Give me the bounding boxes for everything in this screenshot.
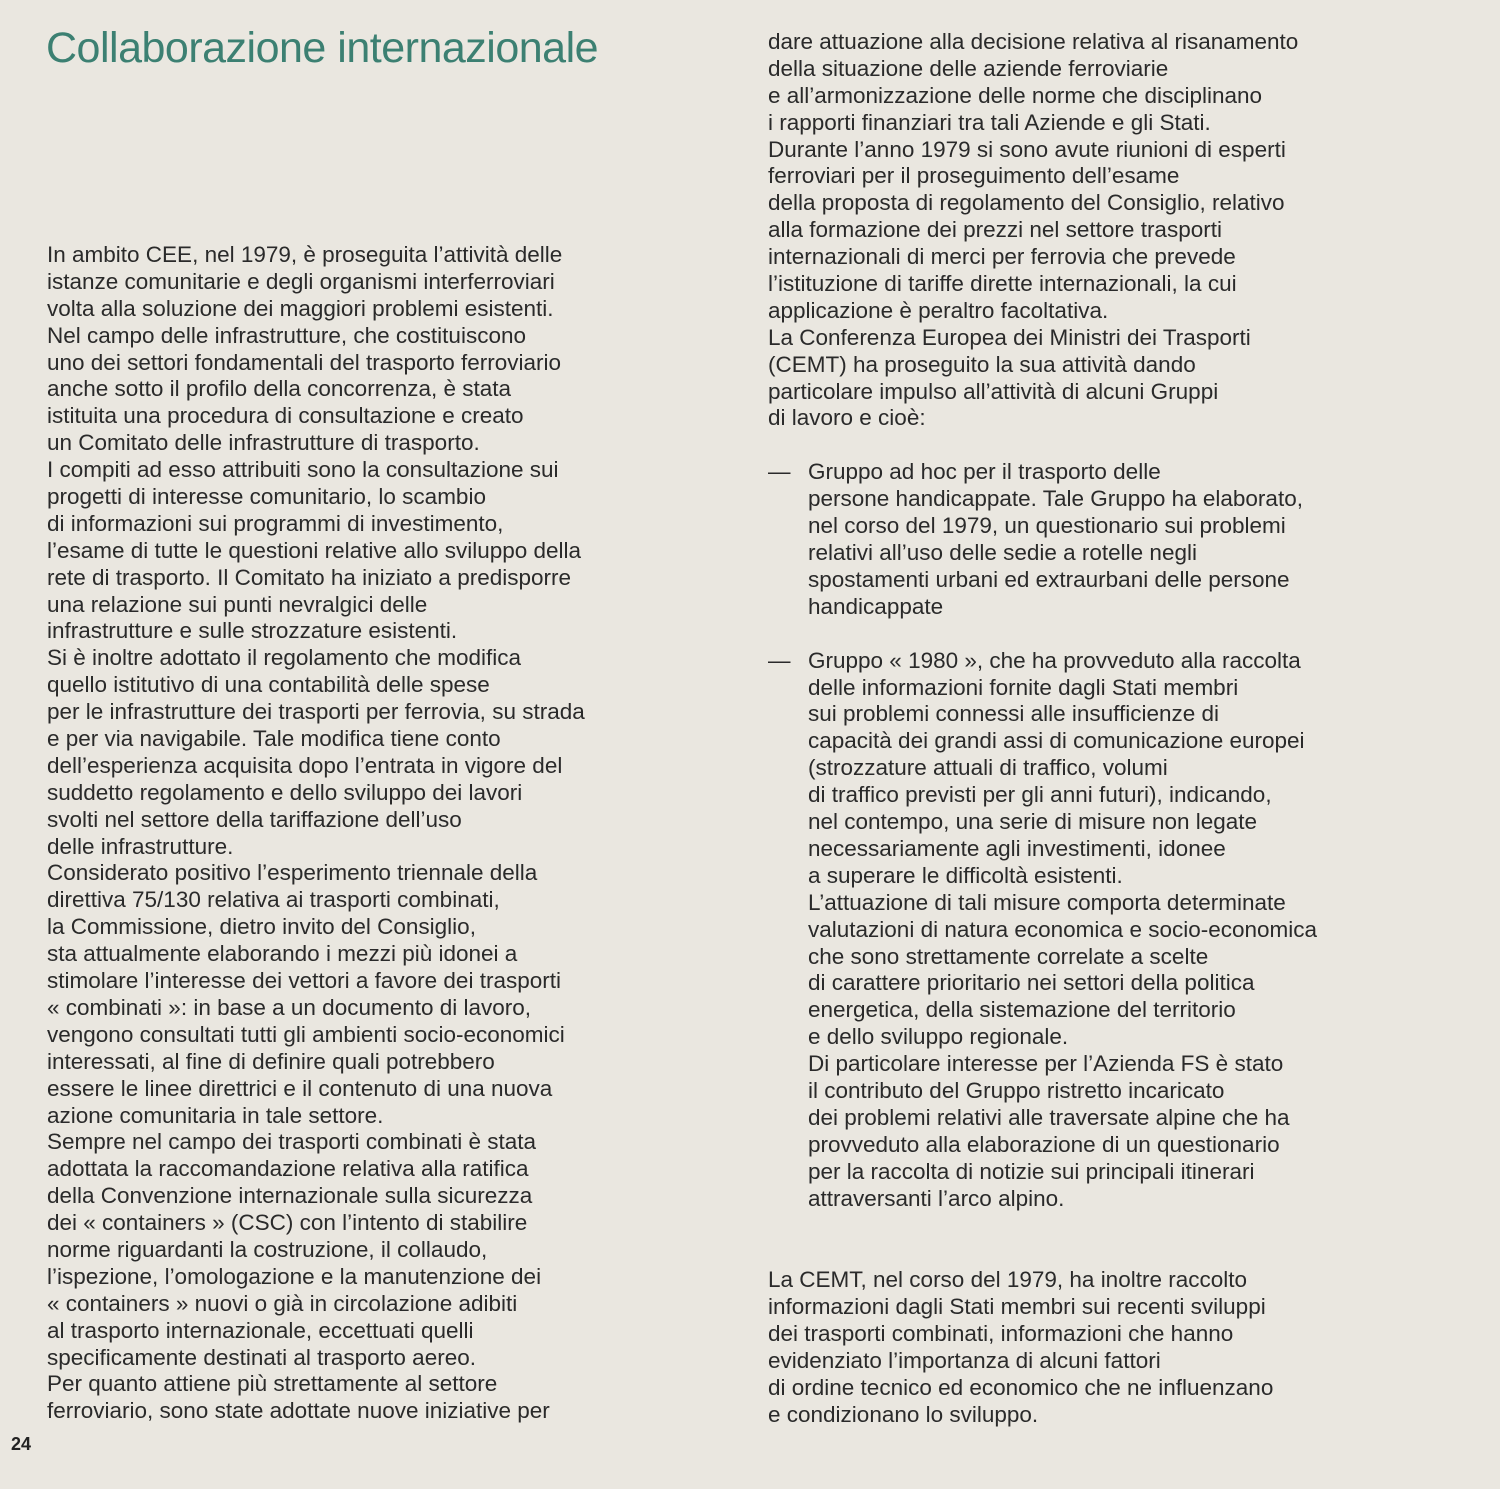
text-line: rete di trasporto. Il Comitato ha iniziato a predisporre (47, 564, 572, 590)
text-line: particolare impulso all’attività di alcuni Gruppi (768, 378, 1219, 404)
paragraph-gap (768, 621, 1428, 648)
text-line: l’ispezione, l’omologazione e la manutenzione dei (47, 1263, 542, 1289)
text-line: Gruppo « 1980 », che ha provveduto alla raccolta (808, 647, 1301, 673)
text-line: stimolare l’interesse dei vettori a favore dei trasporti (47, 968, 561, 994)
text-line: La Conferenza Europea dei Ministri dei Trasporti (768, 324, 1251, 350)
text-line: un Comitato delle infrastrutture di trasporto. (47, 430, 480, 456)
text-line: nel corso del 1979, un questionario sui problemi (808, 513, 1286, 539)
text-line: relativi all’uso delle sedie a rotelle negli (808, 540, 1197, 566)
text-line: istituita una procedura di consultazione e creato (47, 403, 524, 429)
text-line: norme riguardanti la costruzione, il collaudo, (47, 1236, 488, 1262)
text-line: interessati, al fine di definire quali potrebbero (47, 1048, 495, 1074)
text-line: e condizionano lo sviluppo. (768, 1401, 1039, 1427)
text-line: anche sotto il profilo della concorrenza, è stata (47, 376, 512, 402)
paragraph-gap (768, 432, 1428, 459)
text-line: infrastrutture e sulle strozzature esistenti. (47, 618, 458, 644)
text-line: Considerato positivo l’esperimento triennale della (47, 860, 538, 886)
text-line: persone handicappate. Tale Gruppo ha elaborato, (808, 486, 1303, 512)
text-line: essere le linee direttrici e il contenuto di una nuova (47, 1075, 553, 1101)
em-dash-bullet: — (768, 459, 791, 485)
text-line: valutazioni di natura economica e socio-economica (808, 916, 1318, 942)
text-line: svolti nel settore della tariffazione dell’uso (47, 806, 462, 832)
text-line: che sono strettamente correlate a scelte (808, 943, 1209, 969)
text-line: uno dei settori fondamentali del trasporto ferroviario (47, 349, 562, 375)
text-line: direttiva 75/130 relativa ai trasporti combinati, (47, 887, 500, 913)
left-column (47, 242, 717, 1425)
text-line: della situazione delle aziende ferroviarie (768, 55, 1169, 81)
text-line: energetica, della sistemazione del territorio (808, 997, 1236, 1023)
text-line: L’attuazione di tali misure comporta determinate (808, 889, 1286, 915)
text-line: Per quanto attiene più strettamente al settore (47, 1371, 498, 1397)
text-line: Nel campo delle infrastrutture, che costituiscono (47, 322, 526, 348)
text-line: istanze comunitarie e degli organismi interferroviari (47, 268, 555, 294)
text-line: delle infrastrutture. (47, 833, 234, 859)
text-line: I compiti ad esso attribuiti sono la consultazione sui (47, 457, 559, 483)
text-line: spostamenti urbani ed extraurbani delle persone (808, 566, 1290, 592)
text-line: provveduto alla elaborazione di un questionario (808, 1131, 1280, 1157)
text-line: Si è inoltre adottato il regolamento che modifica (47, 645, 522, 671)
text-line: l’esame di tutte le questioni relative allo sviluppo della (47, 537, 582, 563)
text-line: il contributo del Gruppo ristretto incaricato (808, 1077, 1225, 1103)
text-line: e dello sviluppo regionale. (808, 1024, 1069, 1050)
text-line: per le infrastrutture dei trasporti per ferrovia, su strada (47, 699, 585, 725)
text-line: La CEMT, nel corso del 1979, ha inoltre raccolto (768, 1267, 1248, 1293)
text-line: ferroviari per il proseguimento dell’esame (768, 163, 1180, 189)
bullet-item-group-1980 (768, 648, 1428, 1213)
text-line: necessariamente agli investimenti, idonee (808, 835, 1226, 861)
text-line: handicappate (808, 593, 944, 619)
text-line: internazionali di merci per ferrovia che prevede (768, 244, 1236, 270)
text-line: al trasporto internazionale, eccettuati quelli (47, 1317, 474, 1343)
em-dash-bullet: — (768, 647, 791, 673)
text-line: azione comunitaria in tale settore. (47, 1102, 384, 1128)
text-line: Gruppo ad hoc per il trasporto delle (808, 459, 1161, 485)
text-line: informazioni dagli Stati membri sui recenti sviluppi (768, 1294, 1266, 1320)
page-number: 24 (11, 1434, 32, 1454)
text-line: dei trasporti combinati, informazioni che hanno (768, 1321, 1234, 1347)
text-line: dei problemi relativi alle traversate alpine che ha (808, 1104, 1290, 1130)
text-line: ferroviario, sono state adottate nuove iniziative per (47, 1398, 550, 1424)
paragraph-gap (768, 1212, 1428, 1267)
text-line: vengono consultati tutti gli ambienti socio-economici (47, 1021, 565, 1047)
text-line: e per via navigabile. Tale modifica tiene conto (47, 726, 501, 752)
text-line: attraversanti l’arco alpino. (808, 1185, 1065, 1211)
text-line: Di particolare interesse per l’Azienda FS è stato (808, 1051, 1284, 1077)
text-line: di lavoro e cioè: (768, 405, 926, 431)
text-line: dell’esperienza acquisita dopo l’entrata in vigore del (47, 752, 563, 778)
right-column (768, 29, 1428, 1429)
text-line: progetti di interesse comunitario, lo scambio (47, 484, 486, 510)
text-line: evidenziato l’importanza di alcuni fattori (768, 1348, 1161, 1374)
text-line: i rapporti finanziari tra tali Aziende e gli Stati. (768, 109, 1211, 135)
text-line: della Convenzione internazionale sulla sicurezza (47, 1183, 533, 1209)
text-line: alla formazione dei prezzi nel settore trasporti (768, 217, 1222, 243)
text-line: suddetto regolamento e dello sviluppo dei lavori (47, 779, 523, 805)
page-title: Collaborazione internazionale (46, 24, 599, 72)
text-line: nel contempo, una serie di misure non legate (808, 809, 1258, 835)
text-line: specificamente destinati al trasporto aereo. (47, 1344, 476, 1370)
text-line: a superare le difficoltà esistenti. (808, 862, 1123, 888)
text-line: Durante l’anno 1979 si sono avute riunioni di esperti (768, 136, 1286, 162)
bullet-item-handicap-group (768, 459, 1428, 620)
text-line: per la raccolta di notizie sui principali itinerari (808, 1158, 1255, 1184)
text-line: la Commissione, dietro invito del Consiglio, (47, 914, 476, 940)
text-line: quello istitutivo di una contabilità delle spese (47, 672, 490, 698)
text-line: dare attuazione alla decisione relativa al risanamento (768, 29, 1299, 54)
text-line: della proposta di regolamento del Consiglio, relativo (768, 190, 1285, 216)
text-line: di carattere prioritario nei settori della politica (808, 970, 1255, 996)
text-line: adottata la raccomandazione relativa alla ratifica (47, 1156, 529, 1182)
text-line: « containers » nuovi o già in circolazione adibiti (47, 1290, 518, 1316)
text-line: capacità dei grandi assi di comunicazione europei (808, 728, 1305, 754)
text-line: applicazione è peraltro facoltativa. (768, 297, 1109, 323)
text-line: sui problemi connessi alle insufficienze di (808, 701, 1220, 727)
text-line: Sempre nel campo dei trasporti combinati è stata (47, 1129, 536, 1155)
text-line: di ordine tecnico ed economico che ne influenzano (768, 1374, 1274, 1400)
text-line: (strozzature attuali di traffico, volumi (808, 755, 1168, 781)
text-line: e all’armonizzazione delle norme che disciplinano (768, 82, 1263, 108)
text-line: di traffico previsti per gli anni futuri), indicando, (808, 782, 1272, 808)
text-line: « combinati »: in base a un documento di lavoro, (47, 994, 532, 1020)
text-line: l’istituzione di tariffe dirette internazionali, la cui (768, 271, 1237, 297)
text-line: In ambito CEE, nel 1979, è proseguita l’attività delle (47, 242, 563, 267)
text-line: volta alla soluzione dei maggiori problemi esistenti. (47, 295, 554, 321)
text-line: delle informazioni fornite dagli Stati membri (808, 674, 1239, 700)
text-line: dei « containers » (CSC) con l’intento di stabilire (47, 1210, 528, 1236)
text-line: di informazioni sui programmi di investimento, (47, 510, 504, 536)
text-line: una relazione sui punti nevralgici delle (47, 591, 428, 617)
text-line: sta attualmente elaborando i mezzi più idonei a (47, 941, 518, 967)
text-line: (CEMT) ha proseguito la sua attività dando (768, 351, 1196, 377)
